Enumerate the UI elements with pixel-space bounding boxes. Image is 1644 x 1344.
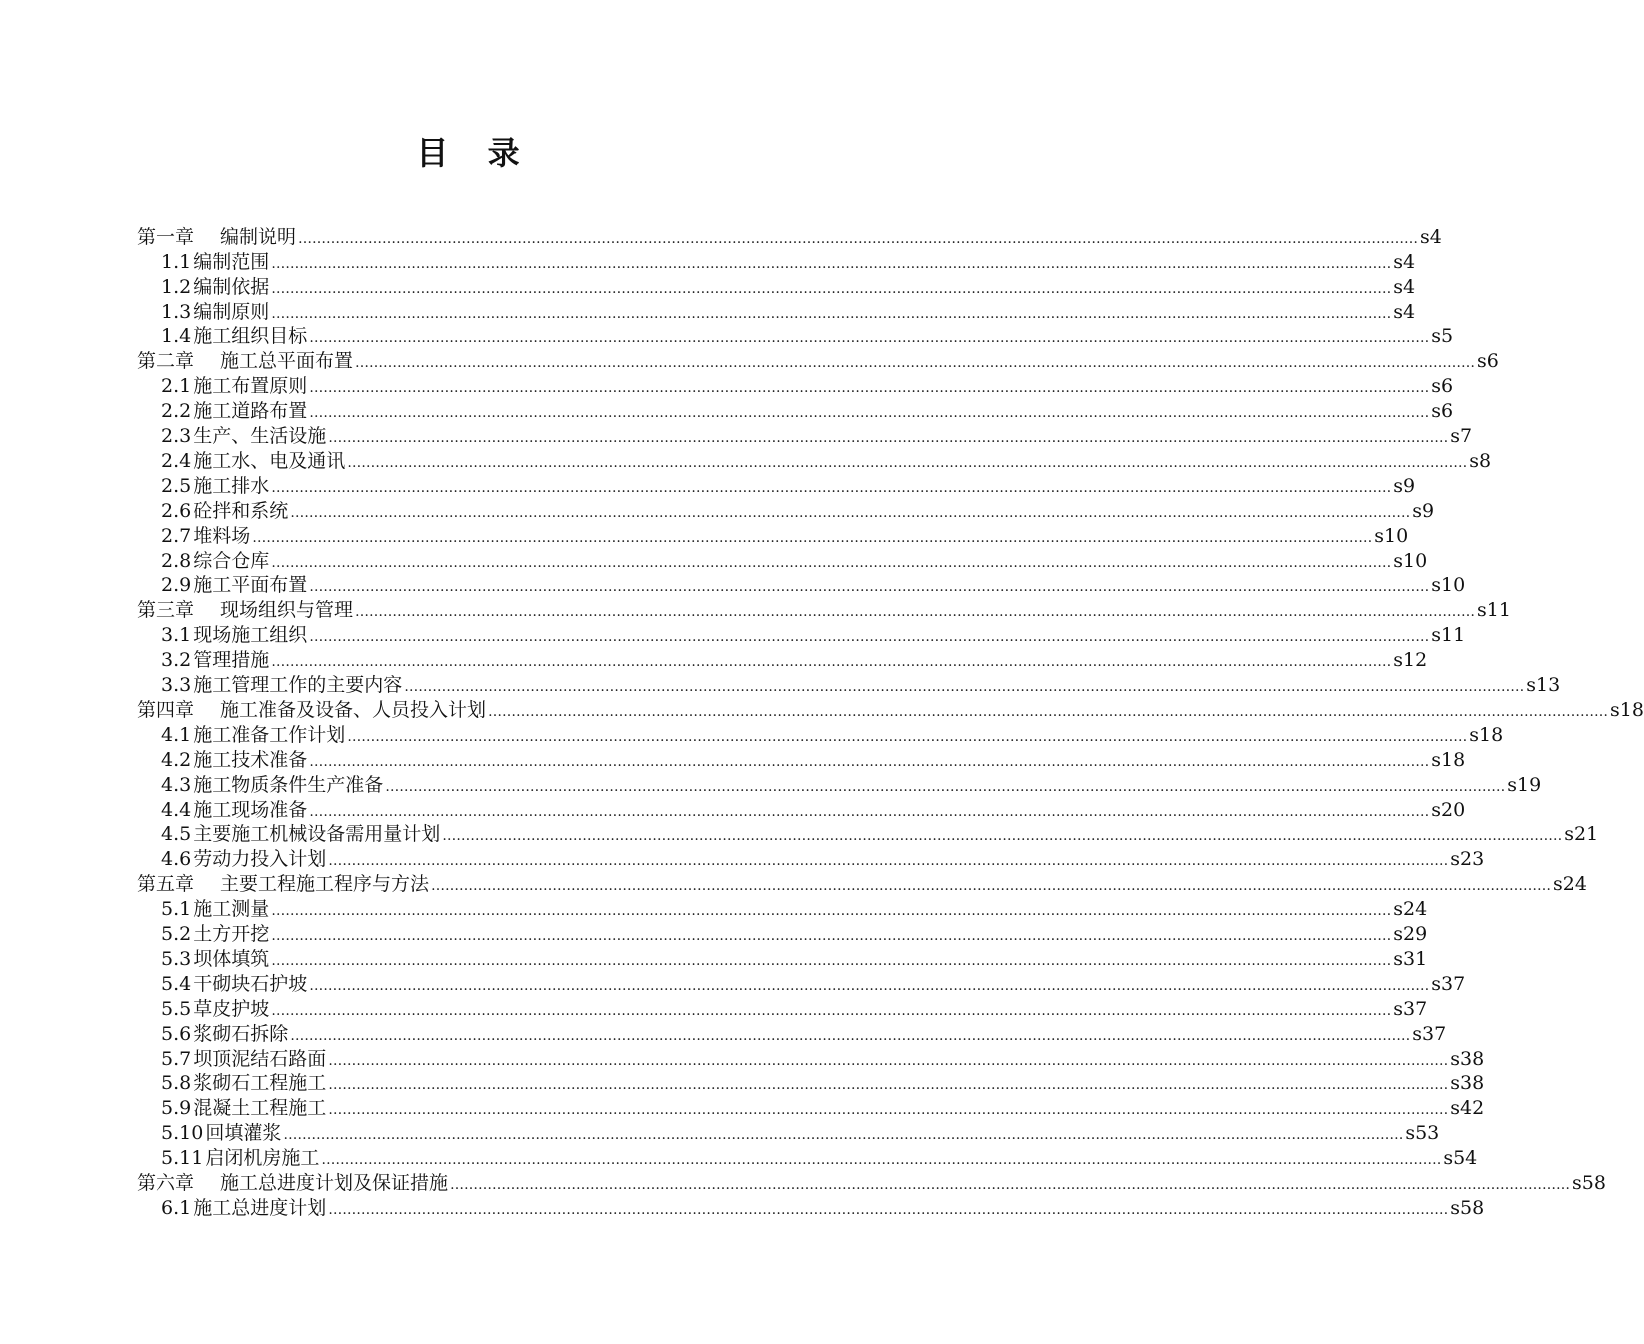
toc-entry-label [161, 922, 269, 946]
toc-section-entry[interactable] [161, 423, 1473, 448]
dot-leader: …………………………………………………………………………………………………………………………………………………………………………………………………………………… [309, 579, 1430, 596]
toc-entry-number: 第三章 [137, 599, 195, 622]
dot-leader: …………………………………………………………………………………………………………………………………………………………………………………………………………………… [328, 1102, 1449, 1119]
dot-leader: …………………………………………………………………………………………………………………………………………………………………………………………………………………… [442, 828, 1563, 845]
toc-entry-label [161, 524, 250, 548]
toc-entry-number: 5.10 [161, 1122, 204, 1145]
toc-entry-number: 5.9 [161, 1097, 192, 1120]
toc-entry-text: 编制说明 [220, 225, 297, 248]
dot-leader: …………………………………………………………………………………………………………………………………………………………………………………………………………………… [431, 878, 1552, 895]
dot-leader: …………………………………………………………………………………………………………………………………………………………………………………………………………………… [309, 629, 1430, 646]
toc-entry-label [161, 474, 269, 498]
toc-entry-label [161, 573, 307, 597]
toc-section-entry[interactable] [161, 398, 1454, 423]
toc-page-number: s42 [1450, 1097, 1485, 1120]
toc-page-number: s4 [1393, 250, 1416, 273]
dot-leader: …………………………………………………………………………………………………………………………………………………………………………………………………………………… [309, 405, 1430, 422]
toc-page-number: s11 [1431, 624, 1466, 647]
toc-entry-text: 编制原则 [193, 300, 270, 323]
toc-entry-text: 回填灌浆 [205, 1122, 282, 1145]
toc-entry-label [137, 349, 353, 373]
toc-entry-label [161, 947, 269, 971]
toc-entry-text: 土方开挖 [193, 923, 270, 946]
toc-page-number: s38 [1450, 1047, 1485, 1070]
toc-section-entry[interactable] [161, 1145, 1478, 1170]
toc-entry-text: 坝顶泥结石路面 [193, 1047, 327, 1070]
toc-entry-text: 施工现场准备 [193, 798, 308, 821]
toc-entry-text: 主要工程施工程序与方法 [220, 873, 430, 896]
toc-entry-text: 启闭机房施工 [205, 1147, 320, 1170]
toc-section-entry[interactable] [161, 672, 1561, 697]
toc-section-entry[interactable] [161, 896, 1428, 921]
dot-leader: …………………………………………………………………………………………………………………………………………………………………………………………………………………… [309, 977, 1430, 994]
toc-chapter-entry[interactable] [137, 224, 1442, 249]
toc-entry-label [137, 1171, 448, 1195]
dot-leader: …………………………………………………………………………………………………………………………………………………………………………………………………………………… [271, 479, 1392, 496]
toc-entry-number: 2.3 [161, 425, 192, 448]
toc-page-number: s8 [1469, 449, 1492, 472]
toc-page-number: s24 [1553, 873, 1587, 896]
toc-entry-label [161, 798, 307, 822]
toc-entry-label [161, 300, 269, 324]
toc-page-number: s18 [1469, 723, 1504, 746]
toc-entry-label [161, 1047, 326, 1071]
toc-page-number: s24 [1393, 898, 1428, 921]
toc-page-number: s10 [1374, 524, 1409, 547]
toc-entry-number: 1.1 [161, 250, 192, 273]
toc-entry-text: 管理措施 [193, 649, 270, 672]
dot-leader: …………………………………………………………………………………………………………………………………………………………………………………………………………………… [283, 1127, 1404, 1144]
toc-entry-number: 4.6 [161, 848, 192, 871]
toc-entry-label [161, 275, 269, 299]
dot-leader: …………………………………………………………………………………………………………………………………………………………………………………………………………………… [271, 654, 1392, 671]
toc-section-entry[interactable] [161, 622, 1466, 647]
toc-section-entry[interactable] [161, 274, 1416, 299]
toc-entry-number: 3.3 [161, 674, 192, 697]
toc-section-entry[interactable] [161, 772, 1542, 797]
toc-entry-label [161, 499, 288, 523]
toc-page-number: s13 [1526, 674, 1561, 697]
toc-entry-label [161, 773, 383, 797]
dot-leader: …………………………………………………………………………………………………………………………………………………………………………………………………………………… [328, 430, 1449, 447]
toc-entry-text: 施工总进度计划 [193, 1196, 327, 1219]
dot-leader: …………………………………………………………………………………………………………………………………………………………………………………………………………………… [328, 1077, 1449, 1094]
toc-entry-label [137, 225, 296, 249]
toc-section-entry[interactable] [161, 548, 1428, 573]
toc-page-number: s31 [1393, 947, 1428, 970]
toc-entry-text: 施工平面布置 [193, 574, 308, 597]
dot-leader: …………………………………………………………………………………………………………………………………………………………………………………………………………………… [271, 554, 1392, 571]
toc-entry-number: 3.2 [161, 649, 192, 672]
toc-entry-number: 1.3 [161, 300, 192, 323]
dot-leader: …………………………………………………………………………………………………………………………………………………………………………………………………………………… [252, 529, 1373, 546]
toc-section-entry[interactable] [161, 473, 1416, 498]
toc-entry-number: 2.8 [161, 549, 192, 572]
toc-section-entry[interactable] [161, 1195, 1485, 1220]
toc-section-entry[interactable] [161, 647, 1428, 672]
toc-chapter-entry[interactable] [137, 349, 1499, 374]
toc-entry-text: 劳动力投入计划 [193, 848, 327, 871]
dot-leader: …………………………………………………………………………………………………………………………………………………………………………………………………………………… [298, 230, 1419, 247]
dot-leader: …………………………………………………………………………………………………………………………………………………………………………………………………………………… [355, 355, 1476, 372]
toc-entry-text: 施工准备及设备、人员投入计划 [220, 698, 487, 721]
toc-page-number: s19 [1507, 773, 1542, 796]
toc-section-entry[interactable] [161, 249, 1416, 274]
toc-section-entry[interactable] [161, 1021, 1447, 1046]
toc-entry-number: 5.5 [161, 997, 192, 1020]
dot-leader: …………………………………………………………………………………………………………………………………………………………………………………………………………………… [271, 928, 1392, 945]
toc-entry-text: 施工组织目标 [193, 325, 308, 348]
toc-entry-label [161, 549, 269, 573]
toc-entry-text: 砼拌和系统 [193, 499, 289, 522]
toc-page-number: s38 [1450, 1072, 1485, 1095]
toc-chapter-entry[interactable] [137, 1170, 1606, 1195]
toc-section-entry[interactable] [161, 971, 1466, 996]
toc-entry-number: 6.1 [161, 1196, 192, 1219]
toc-entry-number: 4.2 [161, 748, 192, 771]
toc-entry-label [161, 822, 440, 846]
toc-section-entry[interactable] [161, 1046, 1485, 1071]
toc-entry-number: 2.4 [161, 449, 192, 472]
toc-page-number: s53 [1405, 1122, 1440, 1145]
toc-entry-number: 2.7 [161, 524, 192, 547]
toc-section-entry[interactable] [161, 747, 1466, 772]
toc-entry-number: 2.1 [161, 375, 192, 398]
toc-section-entry[interactable] [161, 996, 1428, 1021]
toc-entry-label [161, 997, 269, 1021]
toc-entry-label [137, 598, 353, 622]
toc-section-entry[interactable] [161, 1096, 1485, 1121]
toc-entry-text: 现场施工组织 [193, 624, 308, 647]
dot-leader: …………………………………………………………………………………………………………………………………………………………………………………………………………………… [271, 903, 1392, 920]
toc-entry-label [161, 1121, 281, 1145]
dot-leader: …………………………………………………………………………………………………………………………………………………………………………………………………………………… [309, 330, 1430, 347]
toc-page-number: s4 [1393, 300, 1416, 323]
dot-leader: …………………………………………………………………………………………………………………………………………………………………………………………………………………… [309, 753, 1430, 770]
toc-page-number: s29 [1393, 923, 1428, 946]
toc-page-number: s23 [1450, 848, 1485, 871]
toc-entry-label [161, 250, 269, 274]
toc-entry-number: 第五章 [137, 873, 195, 896]
toc-entry-text: 施工准备工作计划 [193, 723, 346, 746]
toc-entry-text: 坝体填筑 [193, 947, 270, 970]
toc-page-number: s4 [1420, 225, 1442, 248]
toc-entry-number: 第四章 [137, 698, 195, 721]
dot-leader: …………………………………………………………………………………………………………………………………………………………………………………………………………………… [309, 803, 1430, 820]
toc-page-number: s4 [1393, 275, 1416, 298]
toc-page-number: s18 [1431, 748, 1466, 771]
toc-section-entry[interactable] [161, 722, 1504, 747]
toc-section-entry[interactable] [161, 573, 1466, 598]
dot-leader: …………………………………………………………………………………………………………………………………………………………………………………………………………………… [271, 1002, 1392, 1019]
toc-entry-number: 5.2 [161, 923, 192, 946]
dot-leader: …………………………………………………………………………………………………………………………………………………………………………………………………………………… [404, 679, 1525, 696]
toc-entry-text: 施工水、电及通讯 [193, 449, 346, 472]
toc-page-number: s37 [1431, 972, 1466, 995]
toc-entry-number: 3.1 [161, 624, 192, 647]
dot-leader: …………………………………………………………………………………………………………………………………………………………………………………………………………………… [328, 853, 1449, 870]
dot-leader: …………………………………………………………………………………………………………………………………………………………………………………………………………………… [488, 703, 1609, 720]
toc-entry-text: 施工排水 [193, 474, 270, 497]
toc-entry-number: 第二章 [137, 350, 195, 373]
toc-page-number: s20 [1431, 798, 1466, 821]
toc-page-number: s54 [1443, 1147, 1478, 1170]
toc-entry-text: 生产、生活设施 [193, 425, 327, 448]
dot-leader: …………………………………………………………………………………………………………………………………………………………………………………………………………………… [271, 255, 1392, 272]
toc-entry-number: 4.5 [161, 823, 192, 846]
toc-entry-text: 施工道路布置 [193, 400, 308, 423]
toc-entry-text: 混凝土工程施工 [193, 1097, 327, 1120]
toc-entry-label [161, 723, 345, 747]
toc-entry-label [137, 698, 486, 722]
toc-entry-label [161, 897, 269, 921]
toc-entry-label [161, 748, 307, 772]
dot-leader: …………………………………………………………………………………………………………………………………………………………………………………………………………………… [271, 952, 1392, 969]
dot-leader: …………………………………………………………………………………………………………………………………………………………………………………………………………………… [309, 380, 1430, 397]
toc-entry-text: 施工管理工作的主要内容 [193, 674, 403, 697]
toc-section-entry[interactable] [161, 1071, 1485, 1096]
toc-page-number: s37 [1393, 997, 1428, 1020]
toc-entry-number: 5.3 [161, 947, 192, 970]
toc-entry-number: 2.6 [161, 499, 192, 522]
toc-section-entry[interactable] [161, 797, 1466, 822]
toc-entry-label [161, 1022, 288, 1046]
toc-entry-label [161, 1096, 326, 1120]
toc-entry-number: 5.8 [161, 1072, 192, 1095]
toc-section-entry[interactable] [161, 299, 1416, 324]
toc-entry-text: 现场组织与管理 [220, 599, 354, 622]
toc-entry-number: 4.1 [161, 723, 192, 746]
toc-page-number: s9 [1412, 499, 1435, 522]
toc-page-number: s6 [1431, 375, 1454, 398]
toc-entry-text: 综合仓库 [193, 549, 270, 572]
toc-section-entry[interactable] [161, 498, 1435, 523]
toc-entry-text: 浆砌石工程施工 [193, 1072, 327, 1095]
toc-entry-number: 5.7 [161, 1047, 192, 1070]
toc-page-number: s6 [1477, 350, 1499, 373]
toc-entry-number: 2.2 [161, 400, 192, 423]
dot-leader: …………………………………………………………………………………………………………………………………………………………………………………………………………………… [271, 280, 1392, 297]
toc-entry-text: 施工总进度计划及保证措施 [220, 1172, 449, 1195]
toc-section-entry[interactable] [161, 1120, 1440, 1145]
toc-entry-label [161, 449, 345, 473]
toc-page-number: s37 [1412, 1022, 1447, 1045]
toc-entry-label [137, 872, 429, 896]
toc-page-number: s10 [1431, 574, 1466, 597]
toc-entry-text: 浆砌石拆除 [193, 1022, 289, 1045]
toc-entry-text: 干砌块石护坡 [193, 972, 308, 995]
dot-leader: …………………………………………………………………………………………………………………………………………………………………………………………………………………… [328, 1201, 1449, 1218]
dot-leader: …………………………………………………………………………………………………………………………………………………………………………………………………………………… [347, 728, 1468, 745]
toc-page-number: s5 [1431, 325, 1454, 348]
toc-entry-text: 堆料场 [193, 524, 251, 547]
dot-leader: …………………………………………………………………………………………………………………………………………………………………………………………………………………… [290, 504, 1411, 521]
dot-leader: …………………………………………………………………………………………………………………………………………………………………………………………………………………… [271, 305, 1392, 322]
toc-page-number: s58 [1572, 1172, 1606, 1195]
dot-leader: …………………………………………………………………………………………………………………………………………………………………………………………………………………… [347, 454, 1468, 471]
toc-page-number: s6 [1431, 400, 1454, 423]
toc-section-entry[interactable] [161, 946, 1428, 971]
toc-chapter-entry[interactable] [137, 598, 1511, 623]
toc-entry-label [161, 374, 307, 398]
toc-entry-label [161, 648, 269, 672]
toc-page-number: s11 [1477, 599, 1511, 622]
toc-entry-number: 5.1 [161, 898, 192, 921]
toc-page-number: s10 [1393, 549, 1428, 572]
toc-entry-label [161, 623, 307, 647]
toc-entry-label [161, 847, 326, 871]
toc-entry-number: 4.4 [161, 798, 192, 821]
toc-section-entry[interactable] [161, 822, 1599, 847]
toc-entry-number: 5.11 [161, 1147, 204, 1170]
toc-entry-label [161, 1071, 326, 1095]
dot-leader: …………………………………………………………………………………………………………………………………………………………………………………………………………………… [328, 1052, 1449, 1069]
toc-section-entry[interactable] [161, 448, 1492, 473]
dot-leader: …………………………………………………………………………………………………………………………………………………………………………………………………………………… [450, 1177, 1571, 1194]
toc-entry-text: 编制范围 [193, 250, 270, 273]
toc-entry-number: 1.2 [161, 275, 192, 298]
toc-section-entry[interactable] [161, 373, 1454, 398]
toc-section-entry[interactable] [161, 921, 1428, 946]
toc-entry-text: 施工物质条件生产准备 [193, 773, 384, 796]
toc-page-number: s18 [1610, 698, 1644, 721]
toc-entry-label [161, 972, 307, 996]
toc-page-number: s7 [1450, 425, 1473, 448]
toc-title: 目 录 [416, 134, 534, 172]
toc-entry-number: 2.9 [161, 574, 192, 597]
toc-page-number: s58 [1450, 1196, 1485, 1219]
dot-leader: …………………………………………………………………………………………………………………………………………………………………………………………………………………… [355, 604, 1476, 621]
toc-entry-text: 施工总平面布置 [220, 350, 354, 373]
toc-entry-label [161, 673, 402, 697]
toc-entry-text: 施工布置原则 [193, 375, 308, 398]
toc-chapter-entry[interactable] [137, 871, 1587, 896]
toc-entry-text: 施工测量 [193, 898, 270, 921]
toc-entry-text: 主要施工机械设备需用量计划 [193, 823, 441, 846]
toc-chapter-entry[interactable] [137, 697, 1644, 722]
toc-page-number: s21 [1564, 823, 1599, 846]
toc-section-entry[interactable] [161, 523, 1409, 548]
toc-entry-text: 编制依据 [193, 275, 270, 298]
toc-entry-number: 第一章 [137, 225, 195, 248]
toc-entry-label [161, 1196, 326, 1220]
dot-leader: …………………………………………………………………………………………………………………………………………………………………………………………………………………… [385, 778, 1506, 795]
toc-entry-number: 5.6 [161, 1022, 192, 1045]
toc-entry-label [161, 399, 307, 423]
toc-entry-label [161, 1146, 319, 1170]
toc-entry-number: 2.5 [161, 474, 192, 497]
toc-entry-number: 第六章 [137, 1172, 195, 1195]
toc-section-entry[interactable] [161, 324, 1454, 349]
toc-entry-number: 1.4 [161, 325, 192, 348]
toc-entry-label [161, 324, 307, 348]
toc-entry-number: 5.4 [161, 972, 192, 995]
toc-page-number: s12 [1393, 649, 1428, 672]
toc-entry-text: 施工技术准备 [193, 748, 308, 771]
toc-entry-number: 4.3 [161, 773, 192, 796]
dot-leader: …………………………………………………………………………………………………………………………………………………………………………………………………………………… [290, 1027, 1411, 1044]
toc-page-number: s9 [1393, 474, 1416, 497]
dot-leader: …………………………………………………………………………………………………………………………………………………………………………………………………………………… [321, 1152, 1442, 1169]
toc-entry-text: 草皮护坡 [193, 997, 270, 1020]
toc-section-entry[interactable] [161, 847, 1485, 872]
toc-entry-label [161, 424, 326, 448]
